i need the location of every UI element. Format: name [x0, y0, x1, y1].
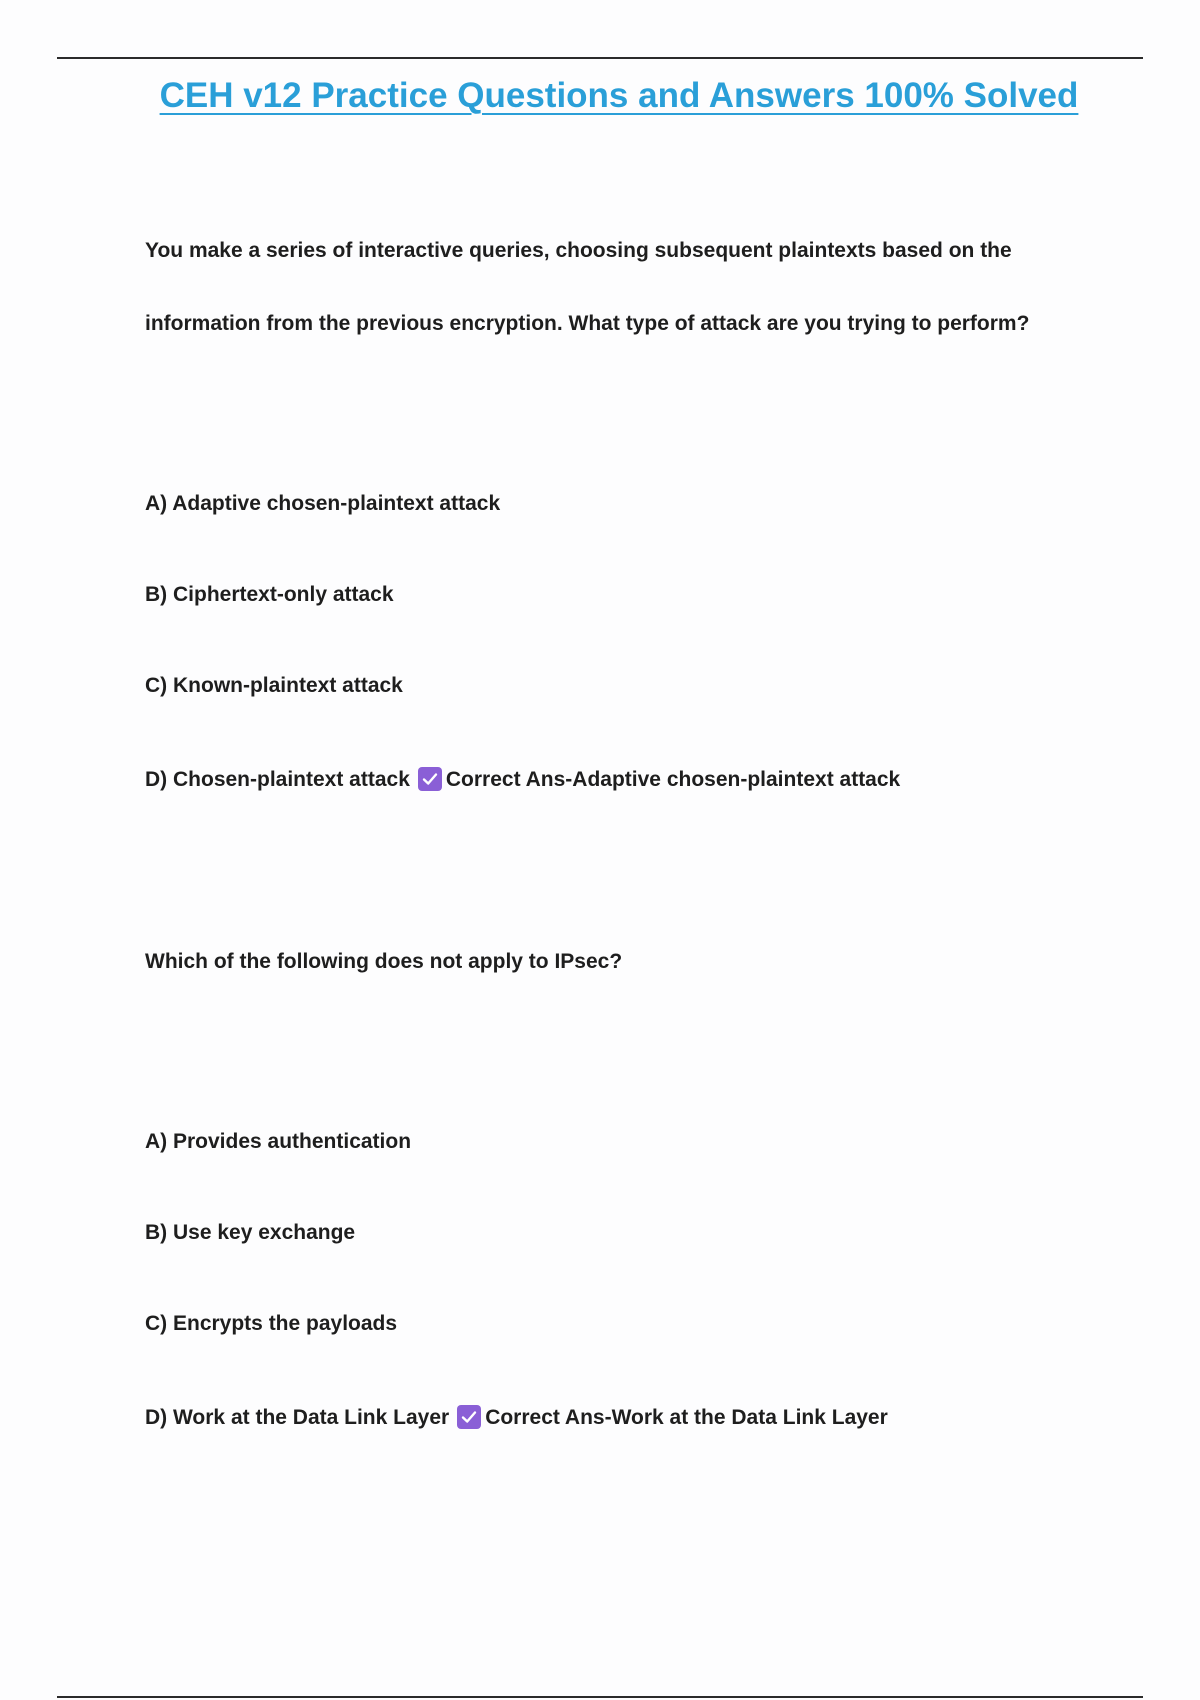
bottom-divider — [57, 1696, 1143, 1698]
check-box-icon — [457, 1405, 481, 1429]
question-2-correct-answer: Correct Ans-Work at the Data Link Layer — [485, 1406, 888, 1429]
question-1-option-b: B) Ciphertext-only attack — [145, 583, 394, 606]
question-2-option-a: A) Provides authentication — [145, 1130, 412, 1153]
question-1-text-line-1: You make a series of interactive queries, choosing subsequent plaintexts based on the — [145, 239, 1012, 262]
question-2-option-c: C) Encrypts the payloads — [145, 1312, 398, 1335]
check-box-icon — [418, 767, 442, 791]
question-1-option-c: C) Known-plaintext attack — [145, 674, 403, 697]
question-1-text-line-2: information from the previous encryption. What type of attack are you trying to perform? — [145, 312, 1030, 335]
question-1-option-d-row — [145, 767, 900, 791]
question-2-option-b: B) Use key exchange — [145, 1221, 356, 1244]
page-title: CEH v12 Practice Questions and Answers 100% Solved — [159, 76, 1079, 115]
question-1-option-a: A) Adaptive chosen-plaintext attack — [145, 492, 501, 515]
question-1-correct-answer: Correct Ans-Adaptive chosen-plaintext attack — [445, 768, 901, 791]
question-1-option-d: D) Chosen-plaintext attack — [145, 768, 410, 791]
question-2-option-d-row — [145, 1405, 888, 1429]
question-2-text: Which of the following does not apply to IPsec? — [145, 950, 623, 973]
top-divider — [57, 57, 1143, 59]
question-2-option-d: D) Work at the Data Link Layer — [145, 1406, 450, 1429]
